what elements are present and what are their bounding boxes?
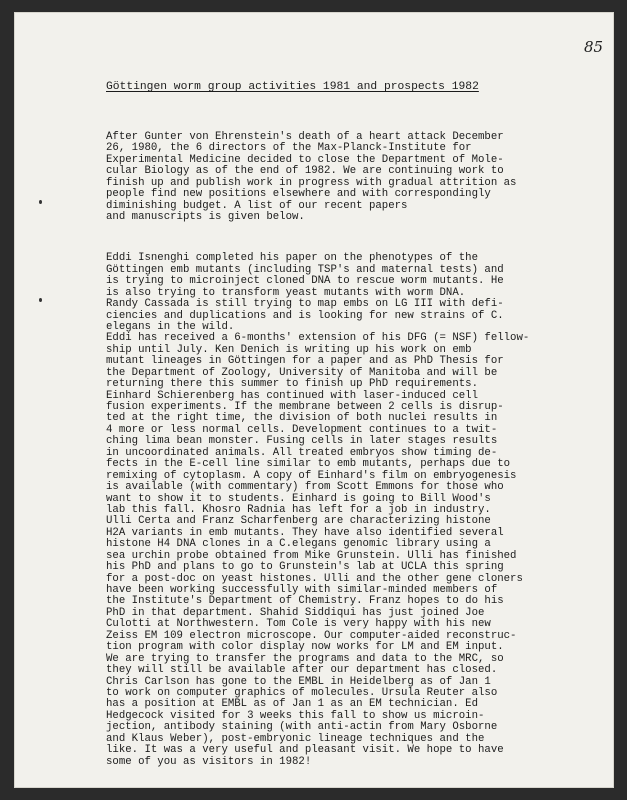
text-line: sea urchin probe obtained from Mike Grunstein. Ulli has finished	[106, 549, 517, 562]
text-line: Randy Cassada is still trying to map embs on LG III with defi-	[106, 298, 504, 311]
text-line: Culotti at Northwestern. Tom Cole is very happy with his new	[106, 618, 491, 631]
text-line: remixing of cytoplasm. A copy of Einhard's film on embryogenesis	[106, 469, 517, 482]
text-line: have been working successfully with similar-minded members of	[106, 584, 498, 596]
text-line: his PhD and plans to go to Grunstein's lab at UCLA this spring	[106, 561, 504, 574]
text-line: is available (with commentary) from Scott Emmons for those who	[106, 481, 504, 494]
text-line: 4 more or less normal cells. Development continues to a twit-	[106, 423, 498, 436]
text-line: lab this fall. Khosro Radnia has left for a job in industry.	[106, 503, 491, 516]
text-line: Göttingen emb mutants (including TSP's and maternal tests) and	[106, 263, 504, 276]
text-line: Chris Carlson has gone to the EMBL in Heidelberg as of Jan 1	[106, 675, 491, 688]
text-line: Eddi Isnenghi completed his paper on the phenotypes of the	[106, 252, 478, 265]
text-line: elegans in the wild.	[106, 320, 235, 333]
text-line: cular Biology as of the end of 1982. We are continuing work to	[106, 165, 504, 178]
text-line: Hedgecock visited for 3 weeks this fall to show us microin-	[106, 709, 485, 722]
text-line: to work on computer graphics of molecules. Ursula Reuter also	[106, 686, 498, 699]
text-line: We are trying to transfer the programs and data to the MRC, so	[106, 652, 504, 665]
text-line: PhD in that department. Shahid Siddiqui has just joined Joe	[106, 606, 485, 619]
text-line: Ulli Certa and Franz Scharfenberg are characterizing histone	[106, 515, 491, 528]
text-line: Einhard Schierenberg has continued with laser-induced cell	[106, 389, 478, 402]
text-line: some of you as visitors in 1982!	[106, 755, 312, 768]
document-page	[14, 12, 614, 788]
text-line: fusion experiments. If the membrane between 2 cells is disrup-	[106, 401, 504, 413]
text-line: ship until July. Ken Denich is writing up his work on emb	[106, 343, 472, 356]
text-line: they will still be available after our department has closed.	[106, 664, 498, 677]
text-line: jection, antibody staining (with anti-actin from Mary Osborne	[106, 721, 498, 734]
text-line: is also trying to transform yeast mutants with worm DNA.	[106, 286, 466, 299]
paragraph-activities	[106, 253, 529, 768]
text-line: finish up and publish work in progress with gradual attrition as	[106, 176, 517, 189]
text-line: tion program with color display now works for LM and EM input.	[106, 641, 504, 654]
text-line: mutant lineages in Göttingen for a paper and as PhD Thesis for	[106, 355, 504, 368]
text-line: Zeiss EM 109 electron microscope. Our computer-aided reconstruc-	[106, 629, 517, 642]
text-line: returning there this summer to finish up PhD requirements.	[106, 378, 478, 391]
text-line: and manuscripts is given below.	[106, 210, 305, 223]
margin-mark	[39, 298, 42, 302]
text-line: H2A variants in emb mutants. They have also identified several	[106, 526, 504, 539]
text-line: Experimental Medicine decided to close the Department of Mole-	[106, 153, 504, 166]
document-title: Göttingen worm group activities 1981 and prospects 1982	[106, 81, 479, 93]
text-line: is trying to microinject cloned DNA to rescue worm mutants. He	[106, 275, 504, 288]
text-line: diminishing budget. A list of our recent papers	[106, 199, 408, 212]
text-line: people find new positions elsewhere and with correspondingly	[106, 188, 491, 201]
text-line: the Institute's Department of Chemistry. Franz hopes to do his	[106, 595, 504, 608]
text-line: fects in the E-cell line similar to emb mutants, perhaps due to	[106, 458, 511, 471]
text-line: the Department of Zoology, University of Manitoba and will be	[106, 366, 498, 379]
text-line: and Klaus Weber), post-embryonic lineage techniques and the	[106, 732, 485, 745]
text-line: has a position at EMBL as of Jan 1 as an EM technician. Ed	[106, 698, 478, 711]
page-number: 85	[584, 38, 604, 56]
text-line: ted at the right time, the division of both nuclei results in	[106, 412, 498, 425]
text-line: 26, 1980, the 6 directors of the Max-Planck-Institute for	[106, 142, 472, 155]
paragraph-intro	[106, 132, 529, 224]
text-line: Eddi has received a 6-months' extension of his DFG (= NSF) fellow-	[106, 332, 530, 345]
text-line: ciencies and duplications and is looking for new strains of C.	[106, 309, 504, 322]
margin-mark	[39, 200, 42, 204]
text-line: After Gunter von Ehrenstein's death of a heart attack December	[106, 130, 504, 143]
text-line: ching lima bean monster. Fusing cells in later stages results	[106, 435, 498, 448]
document-body	[106, 109, 529, 791]
text-line: for a post-doc on yeast histones. Ulli and the other gene cloners	[106, 572, 523, 585]
text-line: histone H4 DNA clones in a C.elegans genomic library using a	[106, 538, 491, 551]
text-line: like. It was a very useful and pleasant visit. We hope to have	[106, 744, 504, 757]
text-line: want to show it to students. Einhard is going to Bill Wood's	[106, 492, 491, 505]
text-line: in uncoordinated animals. All treated embryos show timing de-	[106, 446, 498, 459]
